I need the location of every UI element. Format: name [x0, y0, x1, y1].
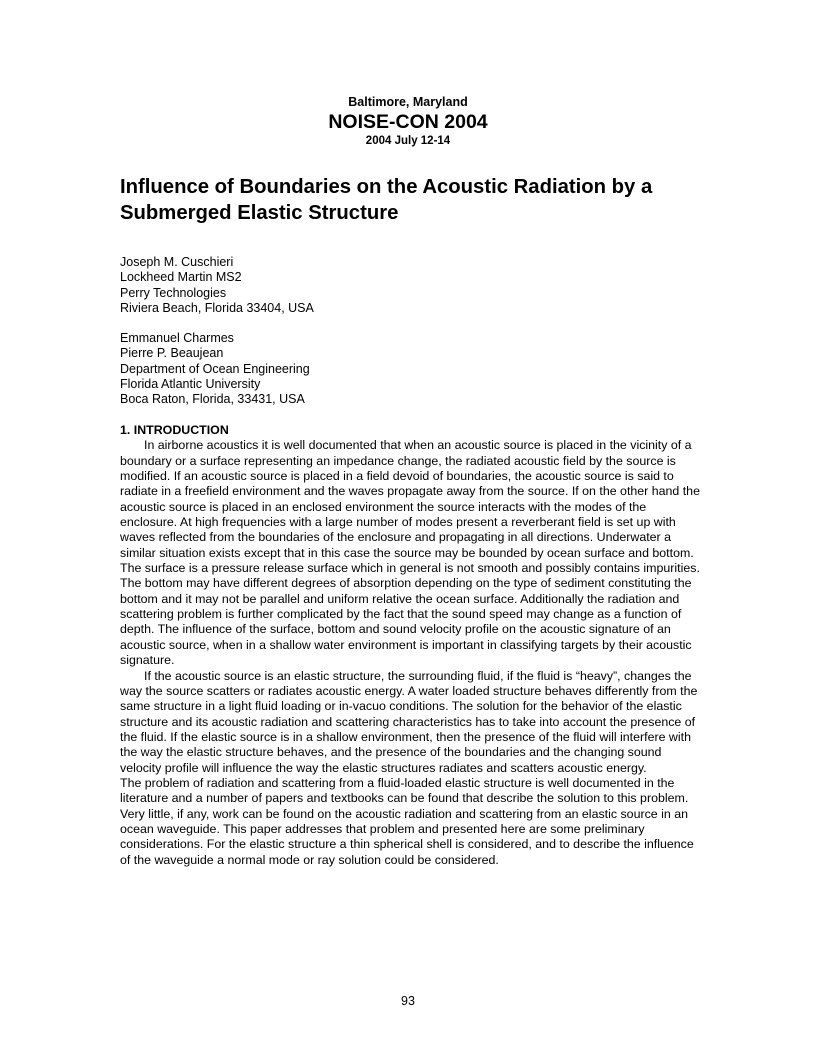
body-paragraph: If the acoustic source is an elastic structure, the surrounding fluid, if the fluid is “heavy”, changes the way the source scatters or radiates acoustic energy. A water loaded structure behaves differently from the same structure in a light fluid loading or in-vacuo conditions. The solution for the behavior of the elastic structure and its acoustic radiation and scattering characteristics has to take into account the presence of the fluid. If the elastic source is in a shallow environment, then the presence of the fluid will interfere with the way the elastic structure behaves, and the presence of the boundaries and the changing sound velocity profile will influence the way the elastic structures radiates and scatters acoustic energy. [120, 668, 698, 775]
conference-date: 2004 July 12-14 [365, 135, 451, 147]
affiliation-line: Department of Ocean Engineering [120, 361, 310, 376]
author-name: Pierre P. Beaujean [120, 346, 224, 361]
author-affiliation-block [120, 331, 310, 407]
author-affiliation-block [120, 255, 314, 316]
paper-title: Influence of Boundaries on the Acoustic Radiation by a Submerged Elastic Structure [120, 176, 653, 224]
author-name: Joseph M. Cuschieri [120, 255, 234, 269]
author-name: Emmanuel Charmes [120, 331, 234, 345]
address-line: Riviera Beach, Florida 33404, USA [120, 300, 314, 315]
affiliation-line: Perry Technologies [120, 285, 227, 300]
body-paragraph: In airborne acoustics it is well documented that when an acoustic source is placed in the vicinity of a boundary or a surface representing an impedance change, the radiated acoustic field by the source is modified. If an acoustic source is placed in a field devoid of boundaries, the acoustic source is said to radiate in a freefield environment and the waves propagate away from the source. If on the other hand the acoustic source is placed in an enclosed environment the source interacts with the modes of the enclosure. At high frequencies with a large number of modes present a reverberant field is set up with waves reflected from the boundaries of the enclosure and propagating in all directions. Underwater a similar situation exists except that in this case the source may be bounded by ocean surface and bottom. The surface is a pressure release surface which in general is not smooth and possibly contains impurities. The bottom may have different degrees of absorption depending on the type of sediment constituting the bottom and it may not be parallel and uniform relative the ocean surface. Additionally the radiation and scattering problem is further complicated by the fact that the sound speed may change as a function of depth. The influence of the surface, bottom and sound velocity profile on the acoustic signature of an acoustic source, when in a shallow water environment is important in classifying targets by their acoustic signature. [120, 438, 700, 668]
conference-header [0, 95, 816, 148]
conference-location: Baltimore, Maryland [348, 95, 468, 109]
affiliation-line: Lockheed Martin MS2 [120, 270, 242, 285]
introduction-section [120, 423, 700, 868]
section-heading: 1. INTRODUCTION [120, 423, 229, 437]
conference-name: NOISE-CON 2004 [328, 111, 488, 133]
body-paragraph: The problem of radiation and scattering from a fluid-loaded elastic structure is well documented in the literature and a number of papers and textbooks can be found that describe the solution to this problem. Very little, if any, work can be found on the acoustic radiation and scattering from an elastic source in an ocean waveguide. This paper addresses that problem and presented here are some preliminary considerations. For the elastic structure a thin spherical shell is considered, and to describe the influence of the waveguide a normal mode or ray solution could be considered. [120, 775, 694, 867]
page-number: 93 [401, 994, 415, 1008]
address-line: Boca Raton, Florida, 33431, USA [120, 392, 305, 407]
affiliation-line: Florida Atlantic University [120, 376, 261, 391]
